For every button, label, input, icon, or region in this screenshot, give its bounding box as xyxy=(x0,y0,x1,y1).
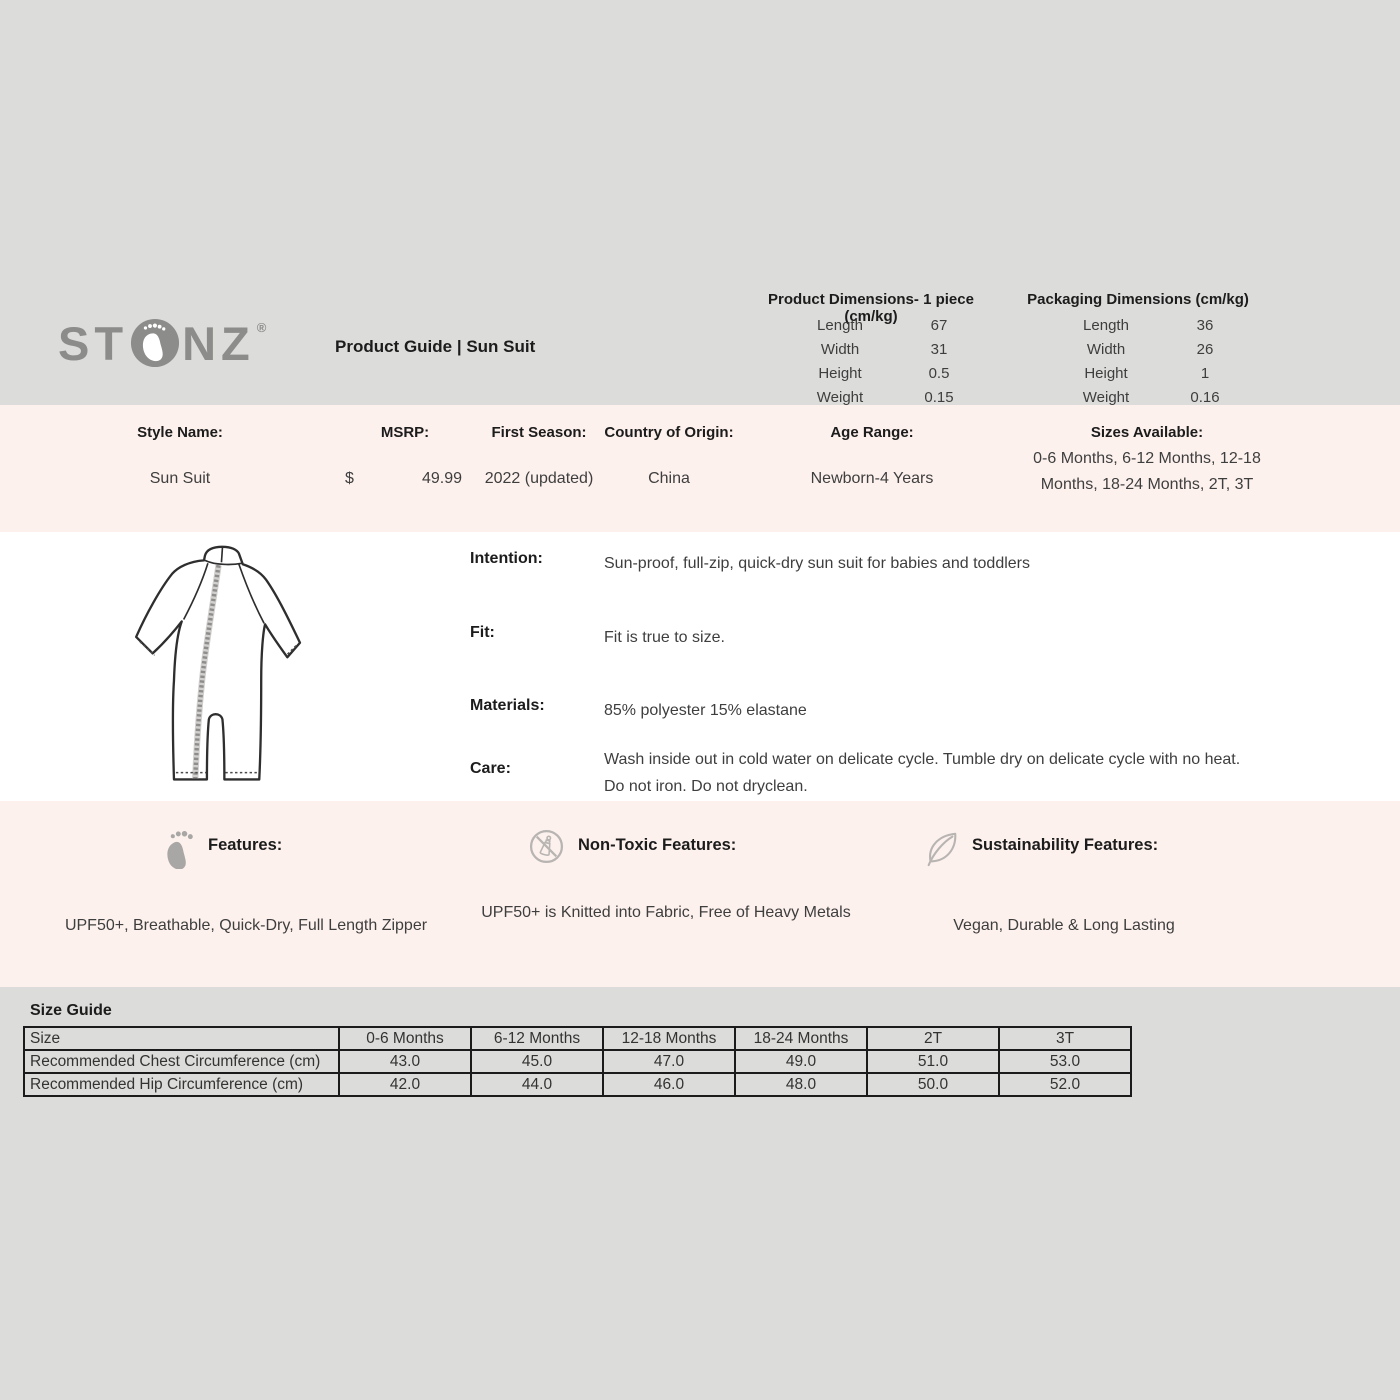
nontoxic-label: Non-Toxic Features: xyxy=(578,836,737,854)
stonz-logo xyxy=(58,318,266,368)
table-row xyxy=(1036,313,1236,337)
column-header: 18-24 Months xyxy=(735,1027,867,1050)
cell-value: 52.0 xyxy=(999,1073,1131,1096)
dim-label: Height xyxy=(818,364,862,382)
logo-text-right: NZ xyxy=(182,316,255,370)
intention-value: Sun-proof, full-zip, quick-dry sun suit for babies and toddlers xyxy=(604,555,1030,572)
column-header: 12-18 Months xyxy=(603,1027,735,1050)
currency-symbol: $ xyxy=(345,470,354,487)
features-band xyxy=(0,801,1400,987)
cell-value: 45.0 xyxy=(471,1050,603,1073)
origin-label: Country of Origin: xyxy=(604,424,734,441)
features-list: UPF50+, Breathable, Quick-Dry, Full Length Zipper xyxy=(64,917,428,934)
row-label: Recommended Hip Circumference (cm) xyxy=(24,1073,339,1096)
features-label: Features: xyxy=(208,836,283,854)
table-row xyxy=(24,1073,1131,1096)
table-row xyxy=(770,337,970,361)
dim-value: 31 xyxy=(930,340,948,358)
dim-value: 0.15 xyxy=(924,388,954,406)
cell-value: 49.0 xyxy=(735,1050,867,1073)
care-value: Wash inside out in cold water on delicate cycle. Tumble dry on delicate cycle with no heat. Do not iron. Do not dryclean. xyxy=(604,751,1241,795)
sizes-available-label: Sizes Available: xyxy=(1090,424,1204,441)
nontoxic-list: UPF50+ is Knitted into Fabric, Free of Heavy Metals xyxy=(481,904,851,921)
age-range-value: Newborn-4 Years xyxy=(810,470,934,487)
sustainability-label: Sustainability Features: xyxy=(972,836,1159,854)
origin-value: China xyxy=(648,470,690,487)
sizes-available-value: 0-6 Months, 6-12 Months, 12-18 Months, 18-24 Months, 2T, 3T xyxy=(1033,450,1261,493)
column-header: 0-6 Months xyxy=(339,1027,471,1050)
leaf-icon xyxy=(922,827,960,874)
table-row xyxy=(770,313,970,337)
table-header-row xyxy=(24,1027,1131,1050)
age-range-label: Age Range: xyxy=(830,424,914,441)
materials-value: 85% polyester 15% elastane xyxy=(604,702,807,719)
dim-value: 36 xyxy=(1196,316,1214,334)
page-title: Product Guide | Sun Suit xyxy=(335,337,536,356)
dim-value: 67 xyxy=(930,316,948,334)
cell-value: 47.0 xyxy=(603,1050,735,1073)
column-header: Size xyxy=(24,1027,339,1050)
intention-label: Intention: xyxy=(470,550,543,567)
registered-mark: ® xyxy=(256,320,267,335)
column-header: 6-12 Months xyxy=(471,1027,603,1050)
dim-value: 0.16 xyxy=(1190,388,1220,406)
msrp-amount: 49.99 xyxy=(421,470,462,487)
footprint-logo-icon xyxy=(130,318,180,368)
dim-label: Length xyxy=(1083,316,1129,334)
cell-value: 50.0 xyxy=(867,1073,999,1096)
sustainability-list: Vegan, Durable & Long Lasting xyxy=(953,917,1175,934)
cell-value: 44.0 xyxy=(471,1073,603,1096)
msrp-label: MSRP: xyxy=(380,424,430,441)
dim-value: 26 xyxy=(1196,340,1214,358)
dim-label: Width xyxy=(1086,340,1126,358)
sun-suit-illustration xyxy=(110,535,362,802)
packaging-dimensions-table xyxy=(1036,313,1236,409)
size-guide-title: Size Guide xyxy=(30,1002,112,1019)
packaging-dimensions-title: Packaging Dimensions (cm/kg) xyxy=(1027,291,1249,308)
cell-value: 53.0 xyxy=(999,1050,1131,1073)
dim-label: Weight xyxy=(1082,388,1130,406)
cell-value: 51.0 xyxy=(867,1050,999,1073)
cell-value: 43.0 xyxy=(339,1050,471,1073)
footprint-icon xyxy=(163,826,196,874)
table-row xyxy=(1036,361,1236,385)
msrp-value xyxy=(345,470,462,488)
dim-label: Length xyxy=(817,316,863,334)
column-header: 2T xyxy=(867,1027,999,1050)
fit-label: Fit: xyxy=(470,624,495,641)
table-row xyxy=(24,1050,1131,1073)
size-guide-table xyxy=(23,1026,1132,1097)
column-header: 3T xyxy=(999,1027,1131,1050)
table-row xyxy=(1036,337,1236,361)
product-dimensions-table xyxy=(770,313,970,409)
dim-label: Weight xyxy=(816,388,864,406)
cell-value: 42.0 xyxy=(339,1073,471,1096)
materials-label: Materials: xyxy=(470,697,545,714)
no-toxins-icon xyxy=(528,828,565,870)
row-label: Recommended Chest Circumference (cm) xyxy=(24,1050,339,1073)
style-name-label: Style Name: xyxy=(137,424,223,441)
product-dimensions-title: Product Dimensions- 1 piece (cm/kg) xyxy=(768,291,974,325)
table-row xyxy=(770,385,970,409)
first-season-value: 2022 (updated) xyxy=(484,470,594,487)
dim-label: Width xyxy=(820,340,860,358)
dim-value: 1 xyxy=(1200,364,1210,382)
first-season-label: First Season: xyxy=(491,424,587,441)
table-row xyxy=(770,361,970,385)
care-label: Care: xyxy=(470,760,511,777)
table-row xyxy=(1036,385,1236,409)
cell-value: 46.0 xyxy=(603,1073,735,1096)
dim-value: 0.5 xyxy=(928,364,950,382)
style-name-value: Sun Suit xyxy=(149,470,211,487)
fit-value: Fit is true to size. xyxy=(604,629,725,646)
cell-value: 48.0 xyxy=(735,1073,867,1096)
logo-text-left: ST xyxy=(58,316,129,370)
dim-label: Height xyxy=(1084,364,1128,382)
